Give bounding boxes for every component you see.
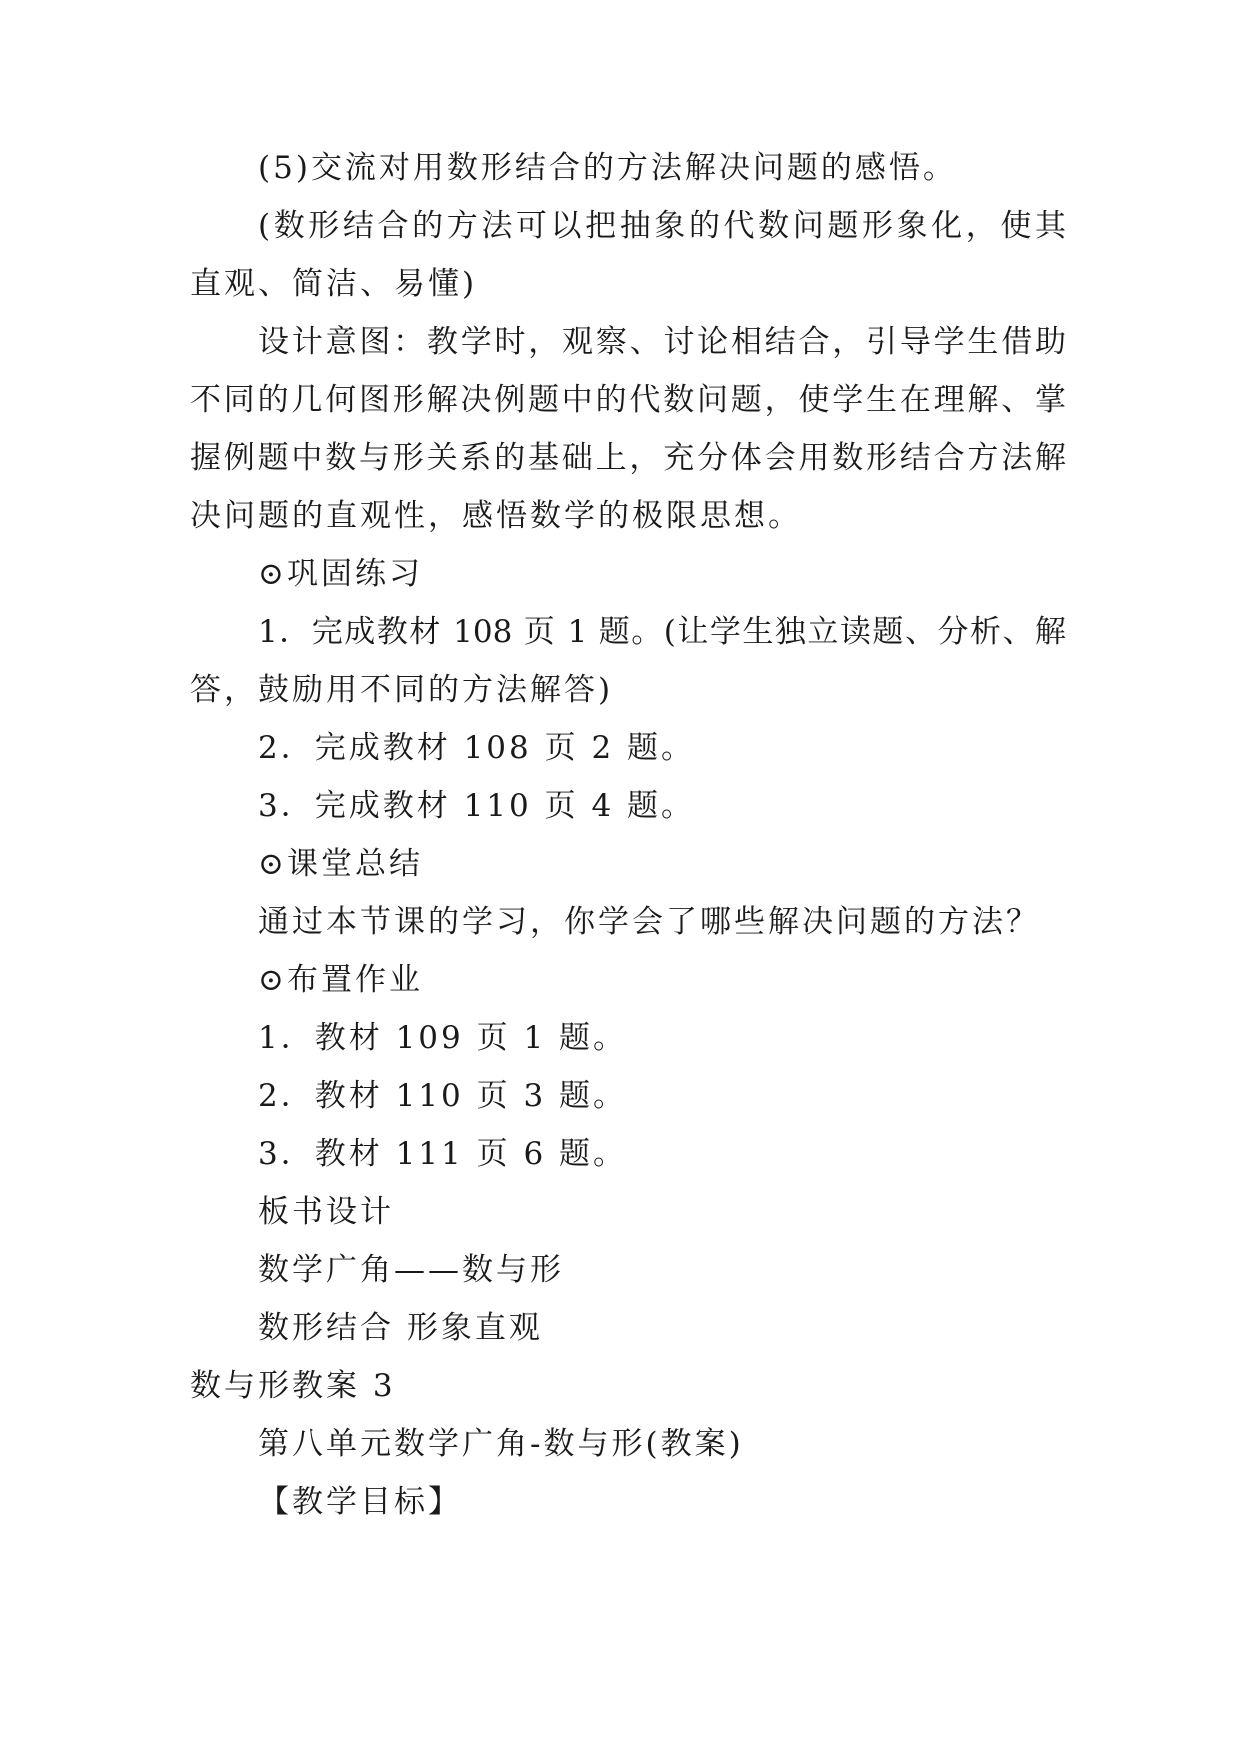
list-item: 2．教材 110 页 3 题。 [258,1078,628,1114]
paragraph-line: 数学广角——数与形 [258,1252,564,1288]
paragraph-line: (5)交流对用数形结合的方法解决问题的感悟。 [258,150,957,186]
paragraph-line: 设计意图：教学时，观察、讨论相结合，引导学生借助 [258,324,1066,360]
paragraph-line: 板书设计 [258,1194,394,1230]
paragraph-line: 决问题的直观性，感悟数学的极限思想。 [190,498,802,534]
paragraph-line: (数形结合的方法可以把抽象的代数问题形象化，使其 [258,208,1066,244]
paragraph-line: 通过本节课的学习，你学会了哪些解决问题的方法？ [258,904,1040,940]
document-title: 数与形教案 3 [190,1368,396,1404]
list-item: 3．完成教材 110 页 4 题。 [258,788,696,824]
section-heading: ⊙布置作业 [258,962,423,998]
section-heading: ⊙巩固练习 [258,556,423,592]
paragraph-line: 直观、简洁、易懂) [190,266,478,302]
list-item: 1．教材 109 页 1 题。 [258,1020,628,1056]
paragraph-line: 答，鼓励用不同的方法解答) [190,672,614,708]
paragraph-line: 数形结合 形象直观 [258,1310,543,1346]
section-heading: 【教学目标】 [258,1484,462,1520]
list-item: 3．教材 111 页 6 题。 [258,1136,628,1172]
section-heading: ⊙课堂总结 [258,846,423,882]
list-item: 1．完成教材 108 页 1 题。(让学生独立读题、分析、解 [258,614,1066,650]
list-item: 2．完成教材 108 页 2 题。 [258,730,696,766]
paragraph-line: 握例题中数与形关系的基础上，充分体会用数形结合方法解 [190,440,1066,476]
paragraph-line: 第八单元数学广角-数与形(教案) [258,1426,744,1462]
paragraph-line: 不同的几何图形解决例题中的代数问题，使学生在理解、掌 [190,382,1066,418]
